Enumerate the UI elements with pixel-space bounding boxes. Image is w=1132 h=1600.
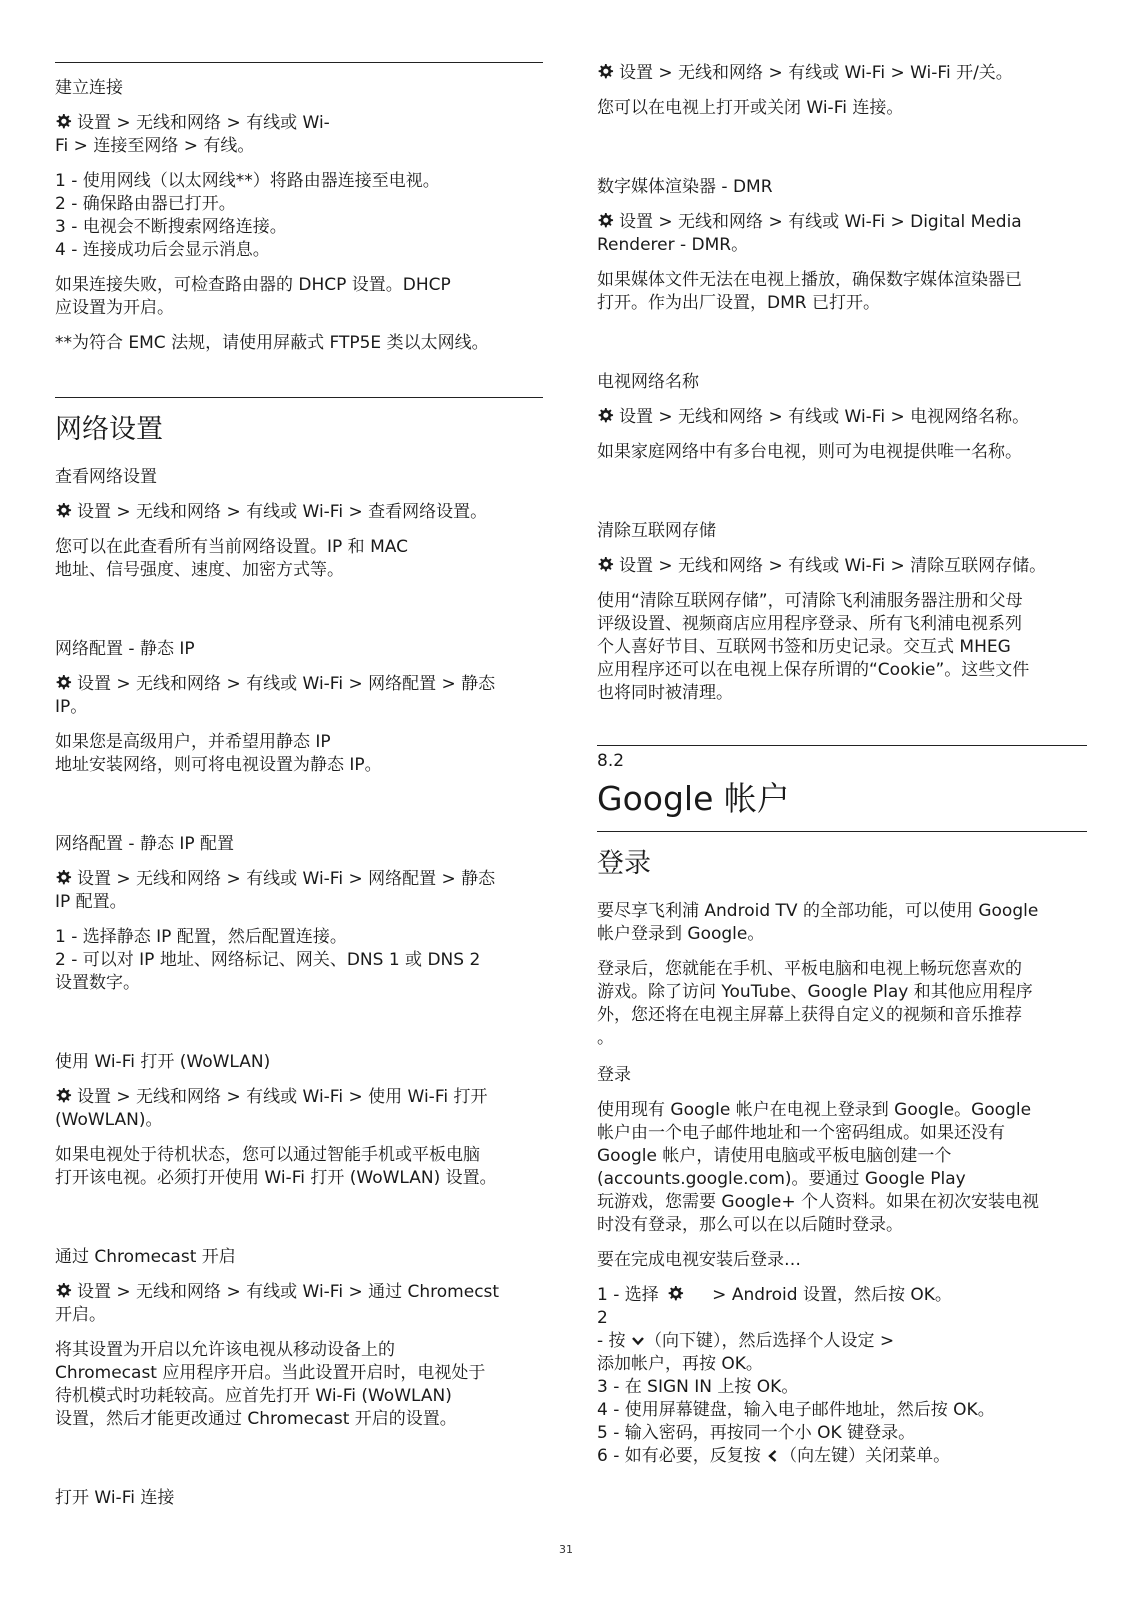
signin-subheading: 登录 [597,1065,631,1085]
section-divider [55,397,543,398]
view-settings-desc: 您可以在此查看所有当前网络设置。IP 和 MAC 地址、信号强度、速度、加密方式等。 [55,537,408,580]
section-title: Google 帐户 [597,779,790,818]
step-2-continued: 添加帐户，再按 OK。 [597,1354,763,1374]
gear-icon [55,502,72,519]
wowlan-desc: 如果电视处于待机状态，您可以通过智能手机或平板电脑 打开该电视。必须打开使用 Wi-Fi 打开 (WoWLAN) 设置。 [55,1145,497,1188]
signin-benefits: 登录后，您就能在手机、平板电脑和电视上畅玩您喜欢的 游戏。除了访问 YouTube、Google Play 和其他应用程序 外，您还将在电视主屏幕上获得自定义的视频和音乐推荐 。 [597,959,1033,1048]
signin-existing-account: 使用现有 Google 帐户在电视上登录到 Google。Google 帐户由一个电子邮件地址和一个密码组成。如果还没有 Google 帐户，请使用电脑或平板电脑创建一个 (accounts.google.com)。要通过 Google Play 玩游戏，您需要 Google+ 个人资料。如果在初次安装电视 时没有登录，那么可以在以后随时登录。 [597,1100,1039,1235]
view-settings-path: 设置 > 无线和网络 > 有线或 Wi-Fi > 查看网络设置。 [55,501,543,524]
gear-icon [667,1285,684,1302]
step-6: 6 - 如有必要，反复按 （向左键）关闭菜单。 [597,1446,951,1466]
static-ip-config-heading: 网络配置 - 静态 IP 配置 [55,834,235,854]
gear-icon [597,407,614,424]
view-settings-heading: 查看网络设置 [55,467,157,487]
clear-storage-desc: 使用“清除互联网存储”，可清除飞利浦服务器注册和父母 评级设置、视频商店应用程序登录、所有飞利浦电视系列 个人喜好节目、互联网书签和历史记录。交互式 MHEG 应用程序还可以在电视上保存所谓的“Cookie”。这些文件 也将同时被清理。 [597,591,1030,703]
wowlan-path: 设置 > 无线和网络 > 有线或 Wi-Fi > 使用 Wi-Fi 打开 (WoWLAN)。 [55,1087,488,1130]
wifi-onoff-path: 设置 > 无线和网络 > 有线或 Wi-Fi > Wi-Fi 开/关。 [597,62,1087,85]
step-2: - 按 （向下键），然后选择个人设定 > [597,1331,895,1351]
connect-heading: 建立连接 [55,78,123,98]
gear-icon [597,63,614,80]
chevron-down-icon [631,1335,645,1347]
signin-intro: 要尽享飞利浦 Android TV 的全部功能，可以使用 Google 帐户登录到 Google。 [597,901,1039,944]
signin-steps [597,1284,1087,1468]
signin-after-install: 要在完成电视安装后登录… [597,1250,801,1270]
connect-emc-note: **为符合 EMC 法规，请使用屏蔽式 FTP5E 类以太网线。 [55,333,489,353]
gear-icon [55,1087,72,1104]
right-column [597,62,1087,1468]
gear-icon [597,556,614,573]
step-2-number: 2 [597,1308,608,1328]
dmr-heading: 数字媒体渲染器 - DMR [597,177,773,197]
dmr-desc: 如果媒体文件无法在电视上播放，确保数字媒体渲染器已 打开。作为出厂设置，DMR 已打开。 [597,270,1022,313]
clear-storage-path: 设置 > 无线和网络 > 有线或 Wi-Fi > 清除互联网存储。 [597,555,1087,578]
signin-title: 登录 [597,848,651,879]
wowlan-heading: 使用 Wi-Fi 打开 (WoWLAN) [55,1052,271,1072]
step-3: 3 - 在 SIGN IN 上按 OK。 [597,1377,799,1397]
section-divider [55,62,543,63]
network-settings-title: 网络设置 [55,414,163,445]
step-5: 5 - 输入密码，再按同一个小 OK 键登录。 [597,1423,916,1443]
chevron-left-icon [766,1450,780,1462]
section-divider [597,745,1087,746]
gear-icon [597,212,614,229]
section-number: 8.2 [597,751,625,771]
static-ip-heading: 网络配置 - 静态 IP [55,639,195,659]
gear-icon [55,674,72,691]
static-ip-path: 设置 > 无线和网络 > 有线或 Wi-Fi > 网络配置 > 静态 IP。 [55,674,496,717]
static-ip-config-path: 设置 > 无线和网络 > 有线或 Wi-Fi > 网络配置 > 静态 IP 配置。 [55,869,496,912]
chromecast-desc: 将其设置为开启以允许该电视从移动设备上的 Chromecast 应用程序开启。当此设置开启时，电视处于 待机模式时功耗较高。应首先打开 Wi-Fi (WoWLAN) 设置，然后才能更改通过 Chromecast 开启的设置。 [55,1340,486,1429]
gear-icon [55,113,72,130]
dmr-path: 设置 > 无线和网络 > 有线或 Wi-Fi > Digital Media Renderer - DMR。 [597,212,1022,255]
static-ip-desc: 如果您是高级用户，并希望用静态 IP 地址安装网络，则可将电视设置为静态 IP。 [55,732,382,775]
left-column [55,62,543,1522]
page-number: 31 [559,1543,573,1556]
connect-steps: 1 - 使用网线（以太网线**）将路由器连接至电视。 2 - 确保路由器已打开。 3 - 电视会不断搜索网络连接。 4 - 连接成功后会显示消息。 [55,171,440,260]
clear-storage-heading: 清除互联网存储 [597,521,716,541]
static-ip-config-steps: 1 - 选择静态 IP 配置，然后配置连接。 2 - 可以对 IP 地址、网络标记、网关、DNS 1 或 DNS 2 设置数字。 [55,927,481,993]
tv-network-name-desc: 如果家庭网络中有多台电视，则可为电视提供唯一名称。 [597,442,1022,462]
wifi-onoff-desc: 您可以在电视上打开或关闭 Wi-Fi 连接。 [597,98,904,118]
gear-icon [55,869,72,886]
wifi-on-heading: 打开 Wi-Fi 连接 [55,1488,175,1508]
gear-icon [55,1282,72,1299]
section-divider [597,831,1087,832]
chromecast-path: 设置 > 无线和网络 > 有线或 Wi-Fi > 通过 Chromecst 开启。 [55,1282,500,1325]
step-1: 1 - 选择 > Android 设置，然后按 OK。 [597,1285,952,1305]
step-4: 4 - 使用屏幕键盘，输入电子邮件地址，然后按 OK。 [597,1400,995,1420]
tv-network-name-path: 设置 > 无线和网络 > 有线或 Wi-Fi > 电视网络名称。 [597,406,1087,429]
connect-path: 设置 > 无线和网络 > 有线或 Wi- Fi > 连接至网络 > 有线。 [55,113,330,156]
connect-fail-text: 如果连接失败，可检查路由器的 DHCP 设置。DHCP 应设置为开启。 [55,275,451,318]
tv-network-name-heading: 电视网络名称 [597,372,699,392]
chromecast-heading: 通过 Chromecast 开启 [55,1247,236,1267]
